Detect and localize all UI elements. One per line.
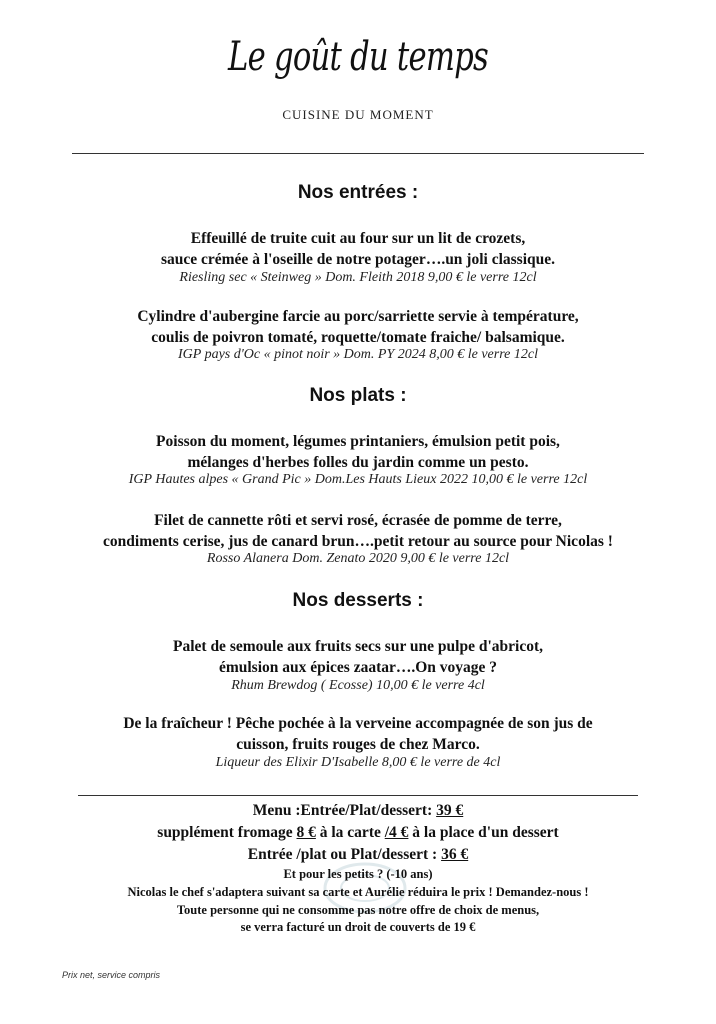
menu-price: 39 €	[436, 802, 464, 819]
chef-note: Nicolas le chef s'adaptera suivant sa carte et Aurélie réduira le prix ! Demandez-nous !	[127, 885, 589, 899]
kids-note: Et pour les petits ? (-10 ans)	[283, 867, 433, 881]
dish-line: cuisson, fruits rouges de chez Marco.	[236, 736, 480, 753]
menu-price-line: Menu :Entrée/Plat/dessert: 39 €	[252, 802, 464, 819]
dish-line: De la fraîcheur ! Pêche pochée à la verveine accompagnée de son jus de	[123, 715, 593, 732]
two-course-price: 36 €	[441, 846, 469, 863]
section-title-plats: Nos plats :	[309, 385, 407, 406]
dish-line: coulis de poivron tomaté, roquette/tomate fraiche/ balsamique.	[151, 329, 565, 346]
dish-line: émulsion aux épices zaatar….On voyage ?	[218, 659, 498, 676]
two-course-line: Entrée /plat ou Plat/dessert : 36 €	[247, 846, 469, 863]
dish-entree-1	[0, 228, 716, 270]
logo-text: Le goût du temps	[227, 34, 489, 80]
section-title-entrees: Nos entrées :	[297, 182, 419, 203]
dish-plat-2	[0, 510, 716, 552]
wine-pairing-entree-2: IGP pays d'Oc « pinot noir » Dom. PY 2024 8,00 € le verre 12cl	[178, 347, 538, 362]
cover-charge-note-1: Toute personne qui ne consomme pas notre offre de choix de menus,	[176, 903, 540, 917]
cheese-price-carte: 8 €	[296, 824, 316, 841]
cheese-price-dessert: /4 €	[384, 824, 409, 841]
dish-dessert-2	[0, 713, 716, 755]
wine-pairing-plat-1: IGP Hautes alpes « Grand Pic » Dom.Les Hauts Lieux 2022 10,00 € le verre 12cl	[128, 472, 588, 487]
wine-pairing-entree-1: Riesling sec « Steinweg » Dom. Fleith 2018 9,00 € le verre 12cl	[179, 270, 537, 285]
dish-line: Cylindre d'aubergine farcie au porc/sarriette servie à température,	[137, 308, 579, 325]
dish-dessert-1	[0, 636, 716, 678]
dish-line: mélanges d'herbes folles du jardin comme un pesto.	[187, 454, 529, 471]
header-divider	[72, 153, 644, 154]
dish-entree-2	[0, 306, 716, 348]
dish-line: Filet de cannette rôti et servi rosé, écrasée de pomme de terre,	[154, 512, 562, 529]
dish-line: condiments cerise, jus de canard brun….petit retour au source pour Nicolas !	[103, 533, 613, 550]
pricing-divider	[78, 795, 638, 796]
wine-pairing-dessert-1: Rhum Brewdog ( Ecosse) 10,00 € le verre 4cl	[231, 678, 485, 693]
cheese-supplement-line: supplément fromage 8 € à la carte /4 € à la place d'un dessert	[157, 824, 559, 841]
dish-plat-1	[0, 431, 716, 473]
restaurant-subtitle: CUISINE DU MOMENT	[282, 107, 434, 122]
dish-line: Palet de semoule aux fruits secs sur une pulpe d'abricot,	[173, 638, 543, 655]
restaurant-logo	[0, 22, 716, 92]
logo-signature	[213, 22, 503, 92]
cover-charge-note-2: se verra facturé un droit de couverts de 19 €	[240, 920, 476, 934]
section-title-desserts: Nos desserts :	[292, 590, 424, 611]
dish-line: Poisson du moment, légumes printaniers, émulsion petit pois,	[156, 433, 560, 450]
wine-pairing-plat-2: Rosso Alanera Dom. Zenato 2020 9,00 € le verre 12cl	[206, 551, 510, 566]
footer-price-note: Prix net, service compris	[62, 970, 161, 980]
dish-line: Effeuillé de truite cuit au four sur un lit de crozets,	[190, 230, 526, 247]
wine-pairing-dessert-2: Liqueur des Elixir D'Isabelle 8,00 € le verre de 4cl	[215, 755, 501, 770]
dish-line: sauce crémée à l'oseille de notre potager….un joli classique.	[160, 251, 556, 268]
